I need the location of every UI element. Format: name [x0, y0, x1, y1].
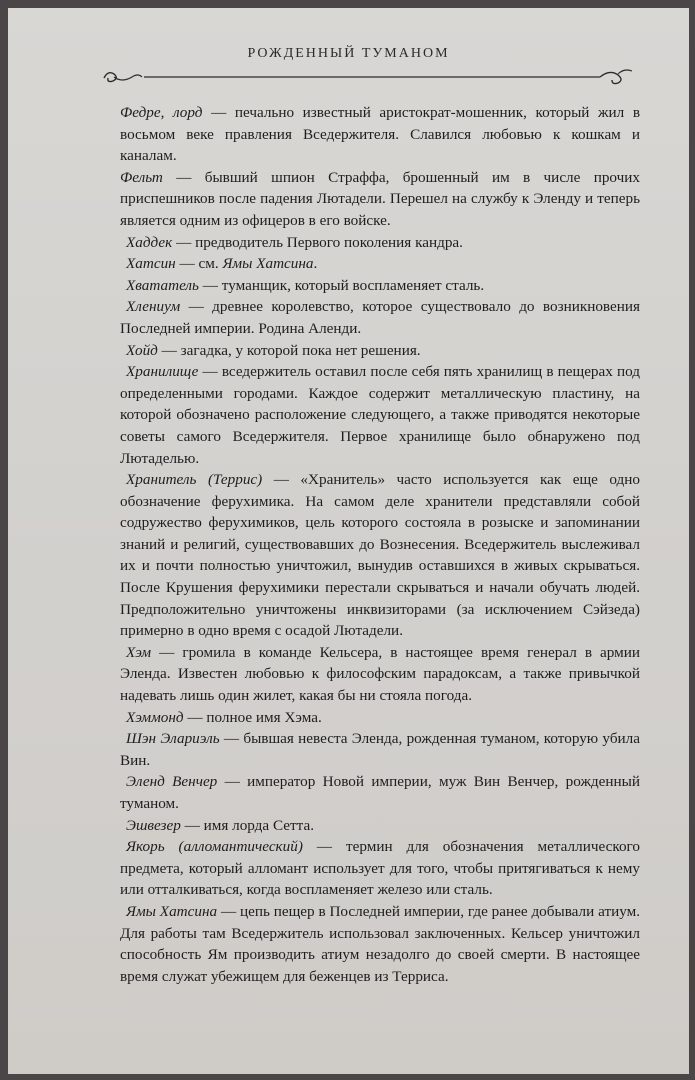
entry-term: Федре, лорд	[120, 104, 203, 121]
entry-text: — туманщик, который воспламеняет сталь.	[198, 276, 485, 294]
entry-term: Хлениум	[126, 298, 181, 316]
header-ornament	[100, 64, 640, 88]
entry-cross-ref: Ямы Хатсина	[222, 255, 314, 273]
glossary-entry	[120, 340, 640, 362]
glossary-entry	[120, 167, 640, 232]
entry-term: Якорь (алломантический)	[126, 838, 303, 856]
entry-term: Хэммонд	[126, 708, 184, 726]
entry-term: Шэн Элариэль	[126, 730, 220, 748]
entry-text: — громила в команде Кельсера, в настоящее время генерал в армии Эленда. Известен любовью к философским парадоксам, а также привычкой надевать лишь один жилет, какая бы ни стояла погода.	[120, 643, 640, 705]
glossary-entry	[120, 296, 640, 339]
glossary-entry	[120, 253, 640, 275]
entry-term: Хатсин	[126, 255, 176, 273]
entry-text: — полное имя Хэма.	[183, 708, 322, 726]
entry-text: — бывший шпион Страффа, брошенный им в числе прочих приспешников после падения Лютадели. Перешел на службу к Эленду и теперь является одним из офицеров в его войске.	[120, 168, 640, 229]
entry-term: Хаддек	[126, 233, 173, 251]
entry-text: — бывшая невеста Эленда, рожденная туманом, которую убила Вин.	[120, 730, 640, 769]
glossary-entry	[120, 642, 640, 707]
glossary-entry	[120, 361, 640, 469]
entry-text: — термин для обозначения металлического предмета, который алломант использует для того, чтобы притягиваться к нему или отталкиваться, когда воспламеняет железо или сталь.	[120, 838, 640, 899]
entry-text: — император Новой империи, муж Вин Венчер, рожденный туманом.	[120, 773, 640, 812]
entry-text: — печально известный аристократ-мошенник, который жил в восьмом веке правления Вседержителя. Славился любовью к кошкам и каналам.	[120, 104, 640, 165]
glossary-entry	[120, 469, 640, 642]
glossary-entry	[120, 232, 640, 254]
book-page	[8, 8, 689, 1074]
running-header: РОЖДЕННЫЙ ТУМАНОМ	[247, 46, 450, 61]
entry-text: — см.	[175, 255, 223, 273]
glossary-text	[120, 102, 640, 987]
entry-text: — «Хранитель» часто используется как еще одно обозначение ферухимика. На самом деле хранители представляли собой содружество ферухимиков, цель которого состояла в розыске и запоминании знаний и религий, существовавших до Вознесения. Вседержитель выслеживал их и почти полностью уничтожил, вынудив оставшихся в живых скрываться. После Крушения ферухимики перестали скрываться и начали обучать людей. Предположительно уничтожены инквизиторами (за исключением Сэйзеда) примерно в одно время с осадой Лютадели.	[120, 471, 640, 640]
entry-term: Хвататель	[126, 276, 199, 294]
glossary-entry	[120, 102, 640, 167]
glossary-entry	[120, 771, 640, 814]
entry-term: Фельт	[120, 168, 163, 186]
glossary-entry	[120, 707, 640, 729]
entry-tail: .	[313, 255, 318, 273]
entry-text: — загадка, у которой пока нет решения.	[157, 341, 421, 359]
glossary-entry	[120, 901, 640, 987]
entry-text: — древнее королевство, которое существовало до возникновения Последней империи. Родина Аленди.	[120, 298, 640, 337]
glossary-entry	[120, 275, 640, 297]
glossary-entry	[120, 728, 640, 771]
entry-term: Хэм	[126, 643, 152, 661]
entry-term: Эленд Венчер	[126, 773, 218, 791]
entry-term: Ямы Хатсина	[126, 902, 218, 920]
entry-text: — предводитель Первого поколения кандра.	[172, 233, 463, 251]
glossary-entry	[120, 815, 640, 837]
entry-text: — имя лорда Сетта.	[180, 816, 314, 834]
entry-term: Эшвезер	[126, 816, 181, 834]
entry-text: — цепь пещер в Последней империи, где ранее добывали атиум. Для работы там Вседержитель использовал заключенных. Кельсер уничтожил способность Ям производить атиум незадолго до своей смерти. В настоящее время служат убежищем для беженцев из Терриса.	[120, 902, 641, 985]
entry-term: Хранитель (Террис)	[126, 471, 263, 489]
entry-text: — вседержитель оставил после себя пять хранилищ в пещерах под определенными городами. Каждое содержит металлическую пластину, на которой обозначено расположение следующего, а также приводятся некоторые советы самого Вседержителя. Первое хранилище было обнаружено под Лютаделью.	[120, 363, 640, 467]
glossary-entry	[120, 836, 640, 901]
entry-term: Хранилище	[126, 363, 199, 381]
entry-term: Хойд	[126, 341, 158, 359]
